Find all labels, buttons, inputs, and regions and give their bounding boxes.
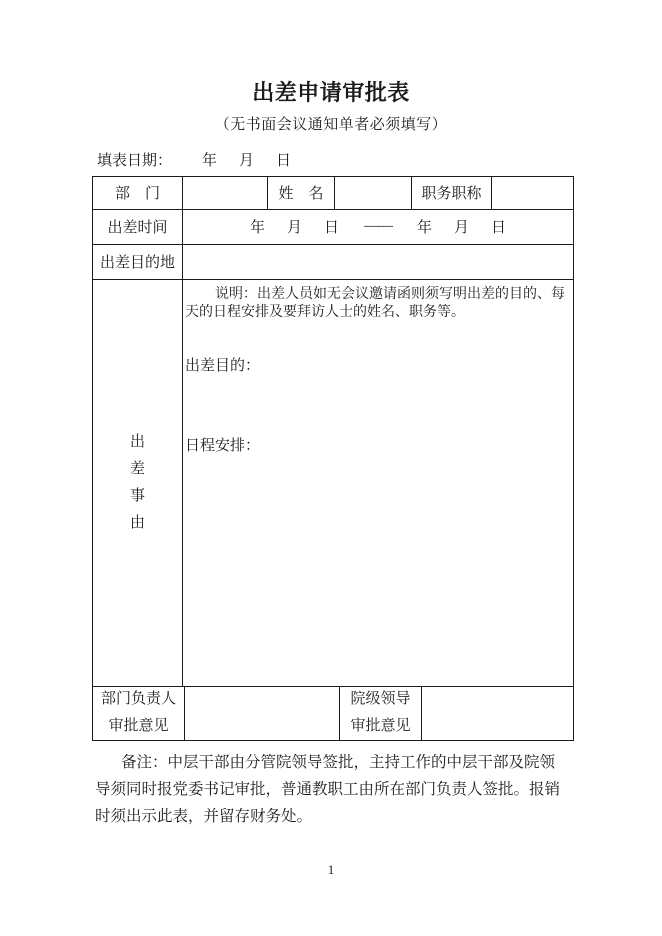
approval-row [93,686,573,740]
destination-value-cell [182,245,573,279]
trip-reason-char: 事 [129,487,145,504]
college-leader-approval-label-line1: 院级领导 [350,691,411,708]
dept-head-approval-value-cell [184,687,339,740]
form-subtitle: （无书面会议通知单者必须填写） [214,116,448,133]
dept-head-approval-label-cell [93,687,184,740]
trip-purpose-label: 出差目的： [185,357,261,374]
time-start-year-label: 年 [249,220,265,237]
trip-time-label-cell: 出差时间 [107,220,168,237]
dept-label-cell: 部 门 [114,186,160,203]
dept-head-approval-label-line2: 审批意见 [108,718,169,735]
destination-row [93,244,573,279]
destination-label-cell: 出差目的地 [99,255,175,272]
name-value-cell [334,177,411,209]
trip-reason-char: 差 [129,460,145,477]
basic-info-row [93,177,573,209]
time-end-day-label: 日 [491,220,507,237]
fill-date-day-label: 日 [276,152,292,169]
time-range-dash: —— [364,218,392,235]
job-title-value-cell [491,177,573,209]
dept-value-cell [182,177,267,209]
instruction-text: 说明：出差人员如无会议邀请函则须写明出差的目的、每天的日程安排及要拜访人士的姓名、职务等。 [185,286,565,320]
college-leader-approval-label-line2: 审批意见 [350,718,411,735]
remarks-note: 备注：中层干部由分管院领导签批，主持工作的中层干部及院领导须同时报党委书记审批，普通教职工由所在部门负责人签批。报销时须出示此表，并留存财务处。 [95,753,561,825]
job-title-label-cell: 职务职称 [411,177,491,209]
trip-reason-label-cell [93,280,182,686]
fill-date-year-label: 年 [202,152,218,169]
trip-reason-char: 由 [129,514,145,531]
trip-reason-row [93,279,573,686]
fill-date-line [97,151,662,171]
time-end-year-label: 年 [417,220,433,237]
trip-reason-char: 出 [129,433,145,450]
trip-time-value-cell [182,210,573,244]
fill-date-month-label: 月 [239,152,255,169]
trip-time-row [93,209,573,244]
page-number: 1 [327,862,335,877]
time-start-day-label: 日 [323,220,339,237]
form-table [92,176,574,741]
college-leader-approval-value-cell [421,687,573,740]
page-title: 出差申请审批表 [252,81,410,106]
fill-date-label: 填表日期： [97,152,173,169]
time-end-month-label: 月 [454,220,470,237]
name-label-cell: 姓 名 [267,177,334,209]
trip-reason-content-cell [182,280,573,686]
college-leader-approval-label-cell [339,687,421,740]
schedule-label: 日程安排： [185,437,261,454]
dept-head-approval-label-line1: 部门负责人 [100,691,176,708]
time-start-month-label: 月 [286,220,302,237]
